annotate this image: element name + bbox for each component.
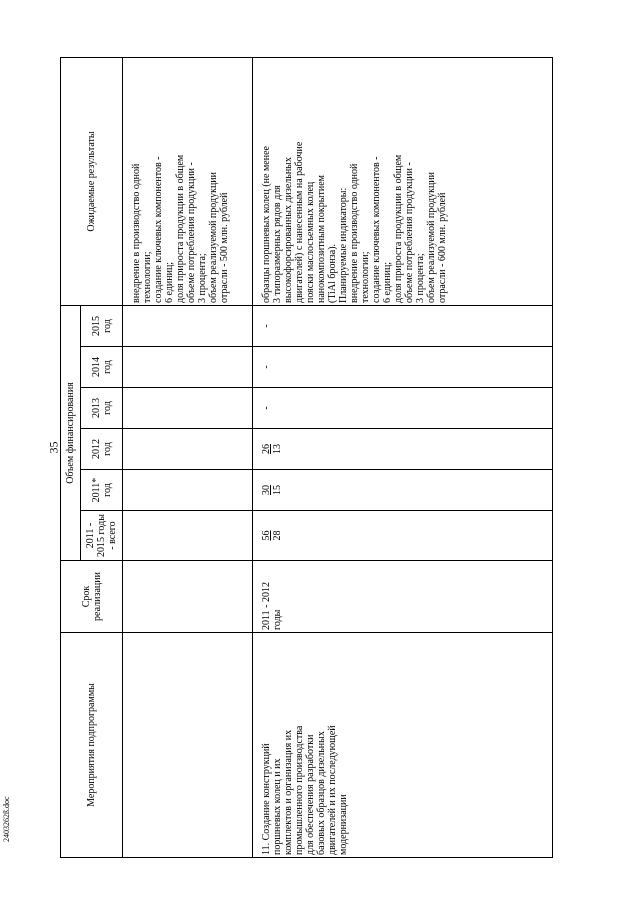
table-header — [61, 58, 123, 858]
result-line: 3 процента; — [197, 253, 208, 303]
activity-line: комплектов и организация их — [283, 729, 294, 855]
result-line: высокофорсированных дизельных — [283, 157, 294, 303]
result-line: доля прироста продукции в общем — [393, 154, 404, 303]
result-line: создание ключевых компонентов - — [371, 156, 382, 303]
header-2012: 2012 год — [81, 429, 123, 470]
result-line: объем реализуемой продукции — [426, 172, 437, 303]
y2012-value: 26 — [261, 444, 272, 454]
y2011-value-sub: 15 — [272, 485, 283, 495]
y2011-cell — [253, 470, 553, 511]
results-cell-continued — [123, 58, 253, 306]
total-value-sub: 28 — [272, 530, 283, 541]
result-line: двигателей) с нанесенным на рабочие — [294, 141, 305, 303]
result-line: отрасли - 500 млн. рублей — [219, 192, 230, 303]
header-2011: 2011* год — [81, 470, 123, 511]
result-line: объеме потребления продукции - — [186, 162, 197, 303]
period-line: годы — [272, 609, 283, 630]
result-line: объем реализуемой продукции — [208, 172, 219, 303]
result-line: доля прироста продукции в общем — [175, 154, 186, 303]
rotated-table-area — [60, 58, 587, 858]
header-period: Срок реализации — [61, 561, 123, 633]
header-total: 2011 - 2015 годы - всего — [81, 511, 123, 561]
document-id: 2403262ß.doc — [2, 796, 11, 842]
header-2014: 2014 год — [81, 347, 123, 388]
activity-line: 11. Создание конструкций — [261, 743, 272, 855]
header-results: Ожидаемые результаты — [61, 58, 123, 306]
y2014-cell: - — [253, 347, 553, 388]
result-line: нанокомпозитным покрытием — [316, 175, 327, 303]
y2012-cell — [253, 429, 553, 470]
period-line: 2011 - 2012 — [261, 582, 272, 630]
results-cell — [253, 58, 553, 306]
period-cell — [253, 561, 553, 633]
result-line: 3 процента; — [415, 253, 426, 303]
result-line: технологии; — [360, 251, 371, 303]
result-line: отрасли - 600 млн. рублей — [437, 192, 448, 303]
result-line: 6 единиц; — [382, 261, 393, 303]
activity-line: базовых образцов дизельных — [316, 731, 327, 855]
program-activities-table — [60, 57, 553, 858]
result-line: 6 единиц; — [164, 261, 175, 303]
y2011-value: 30 — [261, 485, 272, 495]
y2013-cell: - — [253, 388, 553, 429]
result-line: Планируемые индикаторы: — [338, 187, 349, 303]
activity-line: модернизации — [338, 794, 349, 855]
y2015-cell: - — [253, 306, 553, 347]
result-line: внедрение в производство одной — [131, 163, 142, 303]
activity-line: для обеспечения разработки — [305, 734, 316, 855]
header-2015: 2015 год — [81, 306, 123, 347]
result-line: пояски маслосъемных колец — [305, 181, 316, 303]
activity-line: двигателей и их последующей — [327, 725, 338, 855]
result-line: (TiAl бронза). — [327, 243, 338, 303]
activity-cell — [253, 633, 553, 858]
result-line: технологии; — [142, 251, 153, 303]
y2012-value-sub: 13 — [272, 444, 283, 454]
activity-line: промышленного производства — [294, 725, 305, 855]
table-row-11 — [253, 58, 553, 858]
table-row-continued — [123, 58, 253, 858]
total-value: 56 — [261, 530, 272, 541]
header-activities: Мероприятия подпрограммы — [61, 633, 123, 858]
result-line: создание ключевых компонентов - — [153, 156, 164, 303]
result-line: внедрение в производство одной — [349, 163, 360, 303]
header-2013: 2013 год — [81, 388, 123, 429]
header-funding: Объем финансирования — [61, 306, 81, 561]
result-line: образцы поршневых колец (не менее — [261, 146, 272, 303]
total-cell — [253, 511, 553, 561]
result-line: объеме потребления продукции - — [404, 162, 415, 303]
activity-line: поршневых колец и их — [272, 758, 283, 855]
page-number: 35 — [46, 441, 61, 454]
result-line: 3 типоразмерных рядов для — [272, 185, 283, 303]
